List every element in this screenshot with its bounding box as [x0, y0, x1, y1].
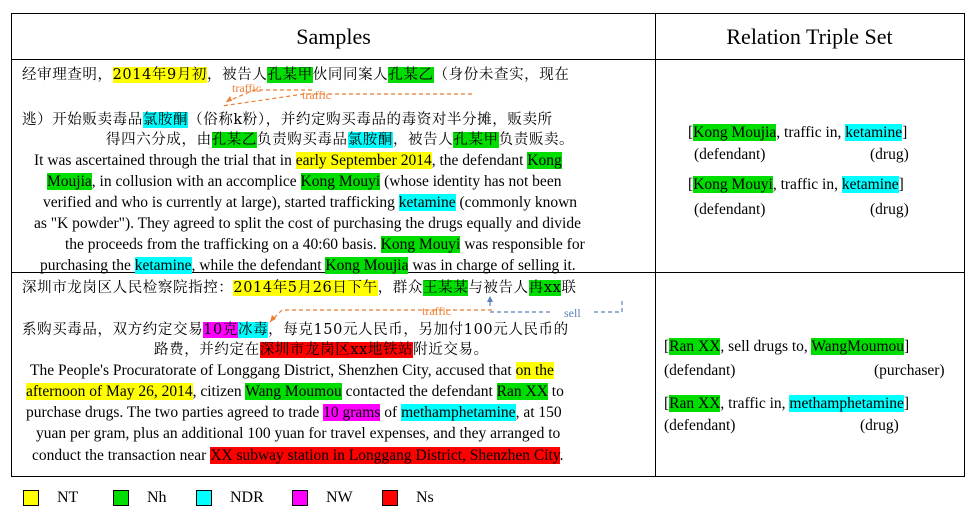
row1-chinese-line3: 得四六分成，由孔某乙负责购买毒品氯胺酮，被告人孔某甲负责贩卖。: [106, 132, 575, 148]
column-divider: [655, 14, 656, 476]
header-samples: Samples: [296, 23, 371, 49]
row2-english-line5: conduct the transaction near XX subway station in Longgang District, Shenzhen City.: [32, 447, 564, 464]
row1-triple2-subject-type: (defendant): [694, 201, 766, 218]
row2-traffic-label: traffic: [422, 304, 452, 318]
legend-item-ns: [382, 488, 434, 508]
row1-traffic-arrows: [192, 84, 552, 110]
row1-triple1-subject-type: (defendant): [694, 146, 766, 163]
header-relation-triple-set: Relation Triple Set: [726, 23, 893, 49]
row1-english-line6: purchasing the ketamine, while the defendant Kong Moujia was in charge of selling it.: [40, 257, 576, 274]
legend-swatch: [23, 490, 39, 506]
row1-english-line5: the proceeds from the trafficking on a 40:60 basis. Kong Mouyi was responsible for: [65, 236, 585, 253]
row2-chinese-line2: 系购买毒品，双方约定交易10克冰毒，每克150元人民币，另加付100元人民币的: [22, 322, 569, 338]
row1-english-line1: It was ascertained through the trial that in early September 2014, the defendant Kong: [34, 152, 562, 169]
row2-chinese-line1: 深圳市龙岗区人民检察院指控：2014年5月26日下午，群众王某某与被告人冉xx联: [22, 280, 577, 296]
legend-item-nw: [292, 488, 353, 508]
samples-table: [11, 13, 965, 477]
row2-english-line1: The People's Procuratorate of Longgang District, Shenzhen City, accused that on the: [30, 362, 554, 379]
row1-traffic-label-top: traffic: [232, 81, 262, 95]
row1-triple1: [Kong Moujia, traffic in, ketamine]: [688, 124, 908, 141]
legend-swatch: [113, 490, 129, 506]
row2-english-line3: purchase drugs. The two parties agreed to trade 10 grams of methamphetamine, at 150: [26, 404, 562, 421]
row2-sell-label: sell: [564, 306, 581, 320]
legend-item-nh: [113, 488, 167, 508]
row2-triple1-object-type: (purchaser): [874, 362, 945, 379]
table-header: [12, 14, 964, 60]
row1-chinese-line1: 经审理查明，2014年9月初，被告人孔某甲伙同同案人孔某乙（身份未查实，现在: [22, 67, 570, 83]
row2-english-line2: afternoon of May 26, 2014, citizen Wang Moumou contacted the defendant Ran XX to: [26, 383, 564, 400]
legend-label: Nh: [147, 489, 167, 506]
row1-triple2: [Kong Mouyi, traffic in, ketamine]: [688, 176, 904, 193]
legend-item-ndr: [196, 488, 264, 508]
row1-english-line3: verified and who is currently at large), started trafficking ketamine (commonly known: [43, 194, 578, 211]
row1-english-line2: Moujia, in collusion with an accomplice Kong Mouyi (whose identity has not been: [47, 173, 562, 190]
row2-english-line4: yuan per gram, plus an additional 100 yuan for travel expenses, and they arranged to: [36, 425, 561, 442]
row1-triple2-object-type: (drug): [870, 201, 909, 218]
legend-label: NDR: [230, 489, 264, 506]
legend-swatch: [382, 490, 398, 506]
row2-triple2-subject-type: (defendant): [664, 417, 736, 434]
row2-triple1: [Ran XX, sell drugs to, WangMoumou]: [664, 338, 910, 355]
row1-chinese-line2: 逃）开始贩卖毒品氯胺酮（俗称k粉），并约定购买毒品的毒资对半分摊，贩卖所: [22, 112, 553, 128]
row2-triple1-subject-type: (defendant): [664, 362, 736, 379]
row1-traffic-label: traffic: [302, 88, 332, 102]
legend-swatch: [292, 490, 308, 506]
legend-label: NW: [326, 489, 353, 506]
legend-swatch: [196, 490, 212, 506]
row2-chinese-line3: 路费，并约定在深圳市龙岗区xx地铁站附近交易。: [154, 342, 489, 358]
row1-english-line4: as "K powder"). They agreed to split the cost of purchasing the drugs equally and divide: [34, 215, 581, 232]
row2-triple2-object-type: (drug): [860, 417, 899, 434]
legend-label: Ns: [416, 489, 434, 506]
legend-item-nt: [23, 488, 78, 508]
row2-triple2: [Ran XX, traffic in, methamphetamine]: [664, 395, 910, 412]
row1-triple1-object-type: (drug): [870, 146, 909, 163]
legend-label: NT: [57, 489, 79, 506]
